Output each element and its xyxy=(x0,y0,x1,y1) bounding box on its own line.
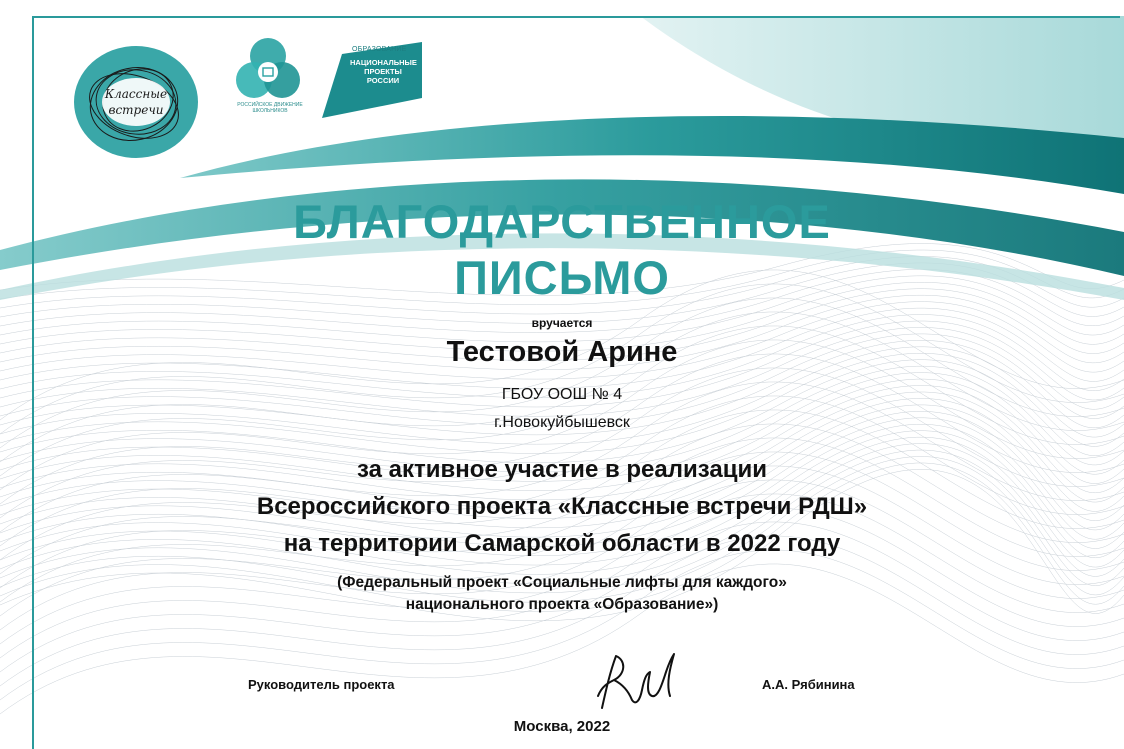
awarded-label: вручается xyxy=(531,316,593,330)
title-line-2: ПИСЬМО xyxy=(454,251,670,304)
svg-text:встречи: встречи xyxy=(108,103,164,117)
np-logo-main-text: НАЦИОНАЛЬНЫЕ ПРОЕКТЫ РОССИИ xyxy=(350,58,417,85)
rdsh-logo-caption: РОССИЙСКОЕ ДВИЖЕНИЕ ШКОЛЬНИКОВ xyxy=(237,102,303,114)
reason-line-3: на территории Самарской области в 2022 году xyxy=(283,530,841,557)
city-name: г.Новокуйбышевск xyxy=(494,414,630,431)
title-line-1: БЛАГОДАРСТВЕННОЕ xyxy=(293,195,831,248)
reason-line-2: Всероссийского проекта «Классные встречи РДШ» xyxy=(256,493,868,520)
reason-line-1: за активное участие в реализации xyxy=(357,456,767,483)
school-name: ГБОУ ООШ № 4 xyxy=(501,386,623,403)
federal-project-line-1: (Федеральный проект «Социальные лифты для каждого» xyxy=(337,574,787,591)
handwritten-signature xyxy=(596,650,688,712)
svg-text:Классные: Классные xyxy=(104,87,168,101)
recipient-name: Тестовой Арине xyxy=(446,336,678,368)
federal-project-line-2: национального проекта «Образование») xyxy=(405,596,719,613)
np-logo-top-text: ОБРАЗОВАНИЕ xyxy=(352,46,407,53)
signer-role: Руководитель проекта xyxy=(248,677,395,692)
signer-name: А.А. Рябинина xyxy=(762,677,855,692)
place-and-year: Москва, 2022 xyxy=(513,718,611,735)
klassnye-vstrechi-logo xyxy=(68,38,204,168)
